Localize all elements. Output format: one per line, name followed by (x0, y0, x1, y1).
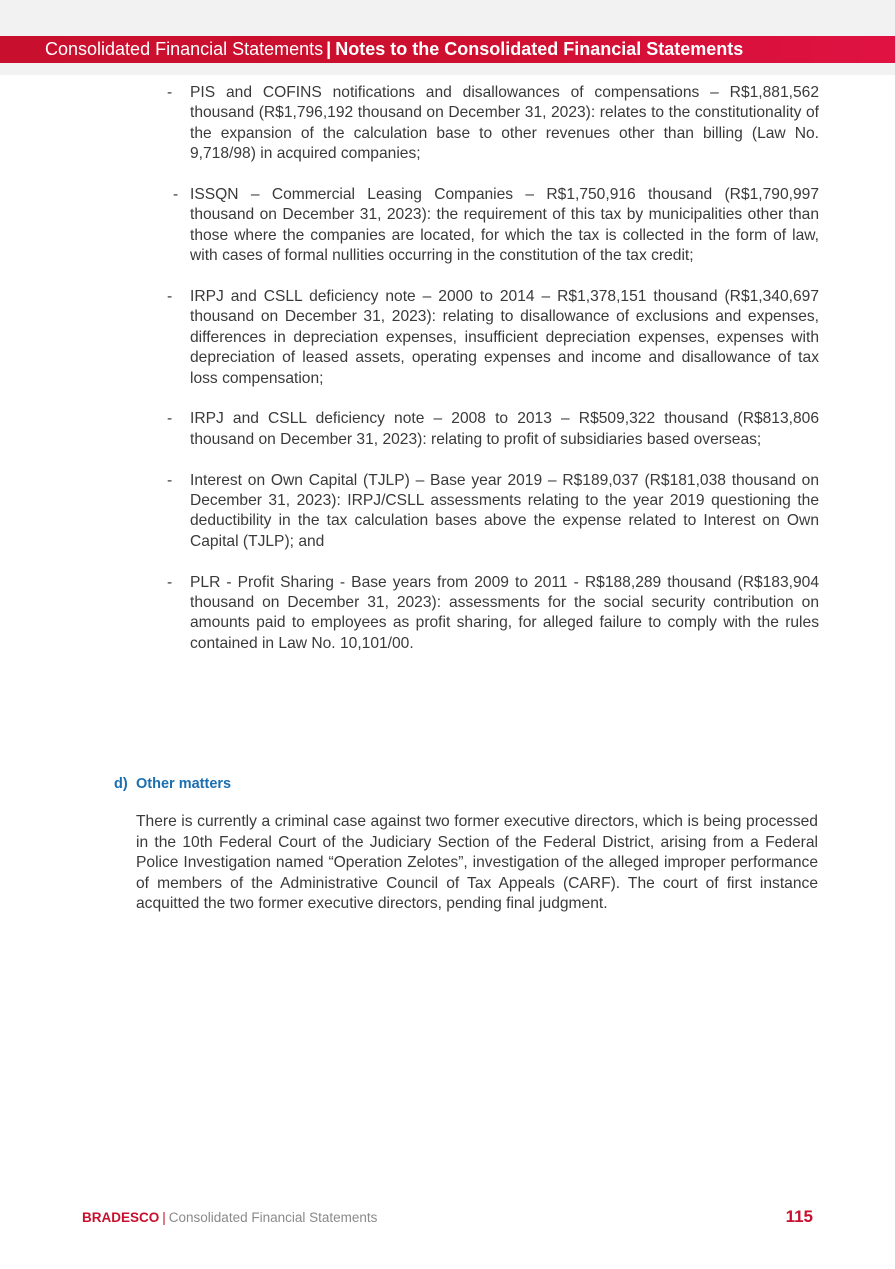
list-item-text: IRPJ and CSLL deficiency note – 2008 to 2013 – R$509,322 thousand (R$813,806 thousand on December 31, 2023): relating to profit of subsidiaries based overseas; (190, 410, 819, 448)
list-item (167, 573, 819, 655)
footer-separator: | (162, 1210, 166, 1225)
header-under-band (0, 63, 895, 75)
list-item (167, 83, 819, 165)
page-footer (82, 1210, 377, 1225)
list-item-text: ISSQN – Commercial Leasing Companies – R$1,750,916 thousand (R$1,790,997 thousand on December 31, 2023): the requirement of this tax by municipalities other than those where the companies are located, for which the tax is collected in the form of law, with cases of formal nullities occurring in the constitution of the tax credit; (190, 186, 819, 265)
footer-document-title: Consolidated Financial Statements (168, 1210, 378, 1225)
bullet-marker: - (167, 471, 173, 489)
list-item (167, 471, 819, 553)
list-item-text: Interest on Own Capital (TJLP) – Base year 2019 – R$189,037 (R$181,038 thousand on December 31, 2023): IRPJ/CSLL assessments relating to the year 2019 questioning the deductibility in the tax calculation bases above the expense related to Interest on Own Capital (TJLP); and (190, 471, 819, 550)
bullet-marker: - (167, 410, 173, 428)
page-number: 115 (785, 1207, 813, 1226)
other-matters-paragraph: There is currently a criminal case against two former executive directors, which is being processed in the 10th Federal Court of the Judiciary Section of the Federal District, arising from a Federal Police Investigation named “Operation Zelotes”, investigation of the alleged improper performance of members of the Administrative Council of Tax Appeals (CARF). The court of first instance acquitted the two former executive directors, pending final judgment. (136, 813, 818, 913)
header-content (45, 36, 743, 63)
list-item-text: IRPJ and CSLL deficiency note – 2000 to 2014 – R$1,378,151 thousand (R$1,340,697 thousand on December 31, 2023): relating to disallowance of exclusions and expenses, differences in depreciation expenses, insufficient depreciation expenses, expenses with depreciation of leased assets, operating expenses and income and disallowance of tax loss compensation; (190, 288, 819, 387)
bullet-marker: - (167, 573, 173, 591)
list-item (167, 287, 819, 389)
page-header (0, 36, 895, 63)
header-subtitle: Notes to the Consolidated Financial Statements (335, 39, 744, 59)
tax-contingencies-list (167, 83, 819, 675)
bullet-marker: - (167, 288, 173, 306)
bullet-marker: - (167, 84, 173, 101)
list-item-text: PIS and COFINS notifications and disallowances of compensations – R$1,881,562 thousand (R$1,796,192 thousand on December 31, 2023): relates to the constitutionality of the expansion of the calculation base to other revenues other than billing (Law No. 9,718/98) in acquired companies; (190, 84, 819, 163)
top-margin-band (0, 0, 895, 36)
list-item-text: PLR - Profit Sharing - Base years from 2009 to 2011 - R$188,289 thousand (R$183,904 thousand on December 31, 2023): assessments for the social security contribution on amounts paid to employees as profit sharing, for alleged failure to comply with the rules contained in Law No. 10,101/00. (190, 573, 819, 652)
list-item (167, 185, 819, 267)
section-letter: d) (114, 776, 128, 792)
footer-brand: BRADESCO (82, 1210, 160, 1225)
bullet-marker: - (173, 186, 179, 204)
section-title: Other matters (136, 776, 232, 792)
list-item (167, 409, 819, 450)
header-title: Consolidated Financial Statements (45, 39, 324, 59)
header-separator: | (326, 39, 332, 59)
section-heading-other-matters (114, 776, 231, 792)
